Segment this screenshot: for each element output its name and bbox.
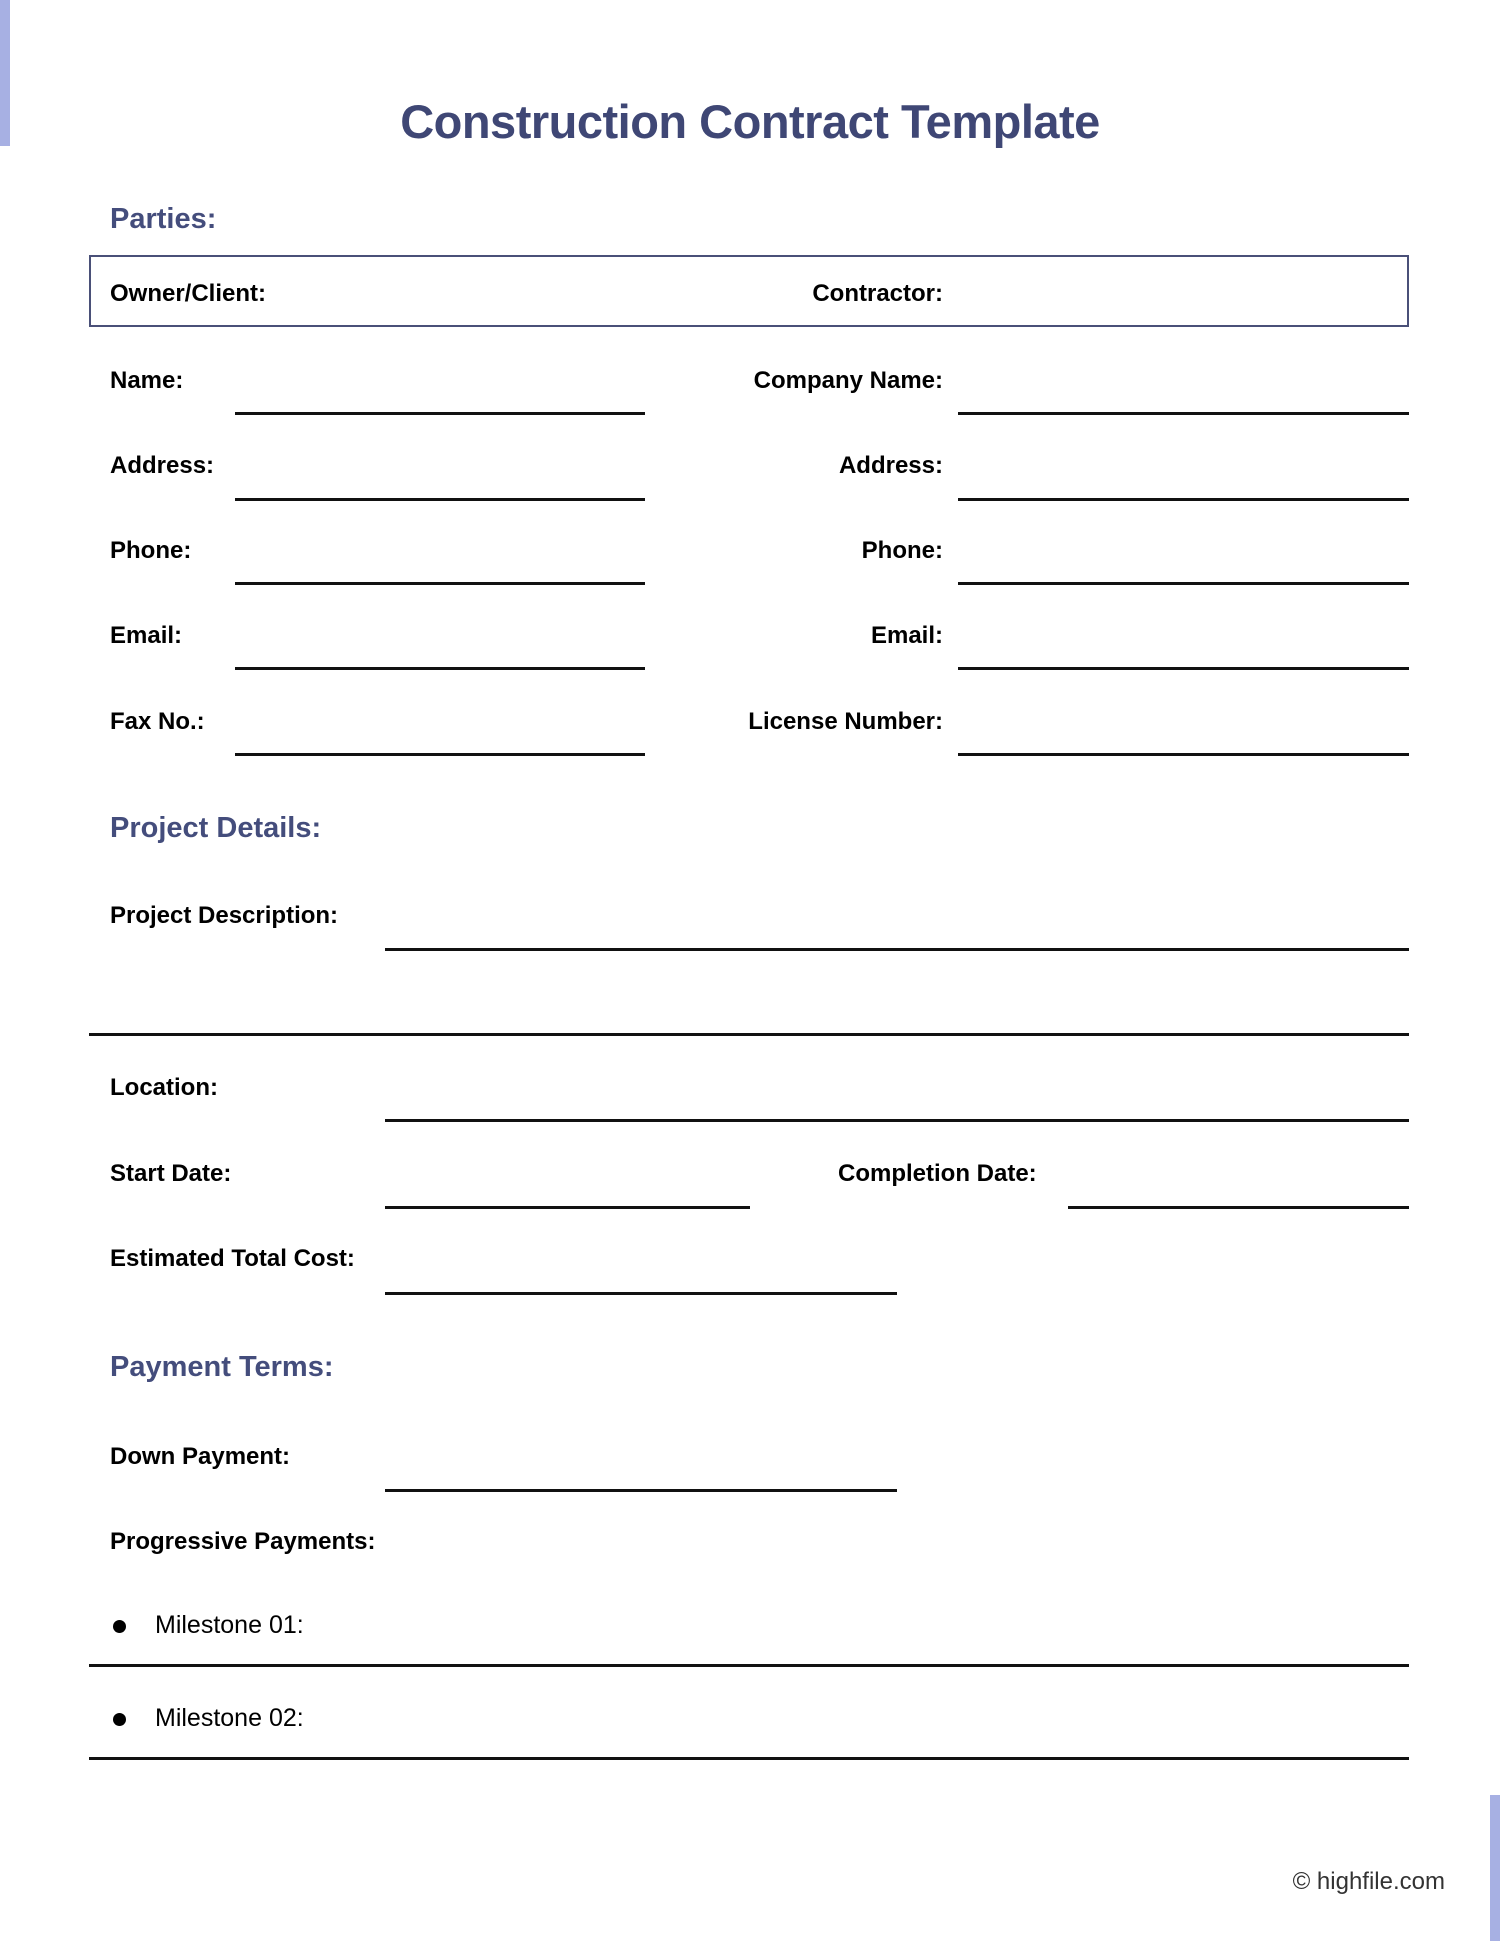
contractor-license-field[interactable] [958,753,1409,756]
down-payment-label: Down Payment: [110,1443,291,1470]
contractor-company-field[interactable] [958,412,1409,415]
owner-phone-field[interactable] [235,582,645,585]
project-description-field-1[interactable] [385,948,1409,951]
contractor-phone-label: Phone: [861,537,943,564]
contractor-email-field[interactable] [958,667,1409,670]
milestone-02-field[interactable] [89,1757,1409,1760]
owner-fax-field[interactable] [235,753,645,756]
contractor-address-field[interactable] [958,498,1409,501]
corner-accent-bottom-right [1490,1795,1500,1941]
contractor-license-label: License Number: [748,708,943,735]
start-date-label: Start Date: [110,1160,232,1187]
down-payment-field[interactable] [385,1489,897,1492]
owner-fax-label: Fax No.: [110,708,205,735]
contractor-company-label: Company Name: [753,367,943,394]
payment-terms-heading: Payment Terms: [110,1351,334,1383]
copyright-footer: © highfile.com [1292,1868,1445,1895]
owner-name-label: Name: [110,367,184,394]
owner-address-field[interactable] [235,498,645,501]
contractor-label: Contractor: [812,280,943,307]
contractor-email-label: Email: [870,622,943,649]
completion-date-label: Completion Date: [838,1160,1037,1187]
project-details-heading: Project Details: [110,812,322,844]
completion-date-field[interactable] [1068,1206,1409,1209]
project-description-field-2[interactable] [89,1033,1409,1036]
milestone-01-field[interactable] [89,1664,1409,1667]
contractor-address-label: Address: [838,452,943,479]
estimated-cost-label: Estimated Total Cost: [110,1245,355,1272]
owner-client-label: Owner/Client: [110,280,267,307]
contractor-phone-field[interactable] [958,582,1409,585]
bullet-icon [113,1620,126,1633]
owner-address-label: Address: [110,452,215,479]
owner-phone-label: Phone: [110,537,192,564]
location-field[interactable] [385,1119,1409,1122]
bullet-icon [113,1713,126,1726]
progressive-payments-label: Progressive Payments: [110,1528,376,1555]
parties-heading: Parties: [110,203,217,235]
estimated-cost-field[interactable] [385,1292,897,1295]
milestone-01-label: Milestone 01: [155,1611,304,1639]
owner-email-field[interactable] [235,667,645,670]
milestone-02-label: Milestone 02: [155,1704,304,1732]
location-label: Location: [110,1074,218,1101]
page-title: Construction Contract Template [400,95,1100,148]
owner-name-field[interactable] [235,412,645,415]
owner-email-label: Email: [110,622,183,649]
project-description-label: Project Description: [110,902,339,929]
start-date-field[interactable] [385,1206,750,1209]
